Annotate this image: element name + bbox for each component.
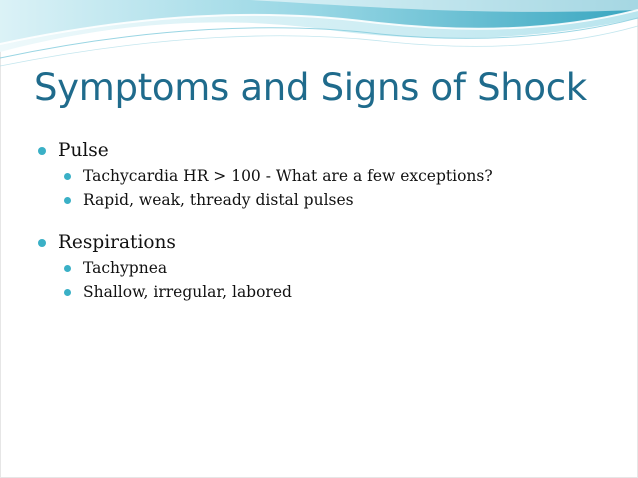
sub-bullet-text: Shallow, irregular, labored	[83, 283, 292, 301]
sub-bullet-item	[38, 188, 618, 212]
bullet-dot-icon	[38, 239, 46, 247]
sub-bullet-item	[38, 256, 618, 280]
bullet-text: Pulse	[58, 140, 109, 161]
bullet-item-respirations	[38, 230, 618, 256]
sub-bullet-text: Rapid, weak, thready distal pulses	[83, 191, 354, 209]
bullet-dot-icon	[64, 289, 71, 296]
sub-bullet-text: Tachycardia HR > 100 - What are a few exceptions?	[83, 167, 493, 185]
bullet-item-pulse	[38, 138, 618, 164]
bullet-dot-icon	[64, 173, 71, 180]
bullet-text: Respirations	[58, 232, 176, 253]
slide-title: Symptoms and Signs of Shock	[34, 66, 587, 109]
sub-bullet-text: Tachypnea	[83, 259, 168, 277]
bullet-dot-icon	[64, 197, 71, 204]
sub-bullet-item	[38, 280, 618, 304]
bullet-dot-icon	[38, 147, 46, 155]
sub-bullet-item	[38, 164, 618, 188]
bullet-list	[38, 138, 618, 304]
bullet-dot-icon	[64, 265, 71, 272]
